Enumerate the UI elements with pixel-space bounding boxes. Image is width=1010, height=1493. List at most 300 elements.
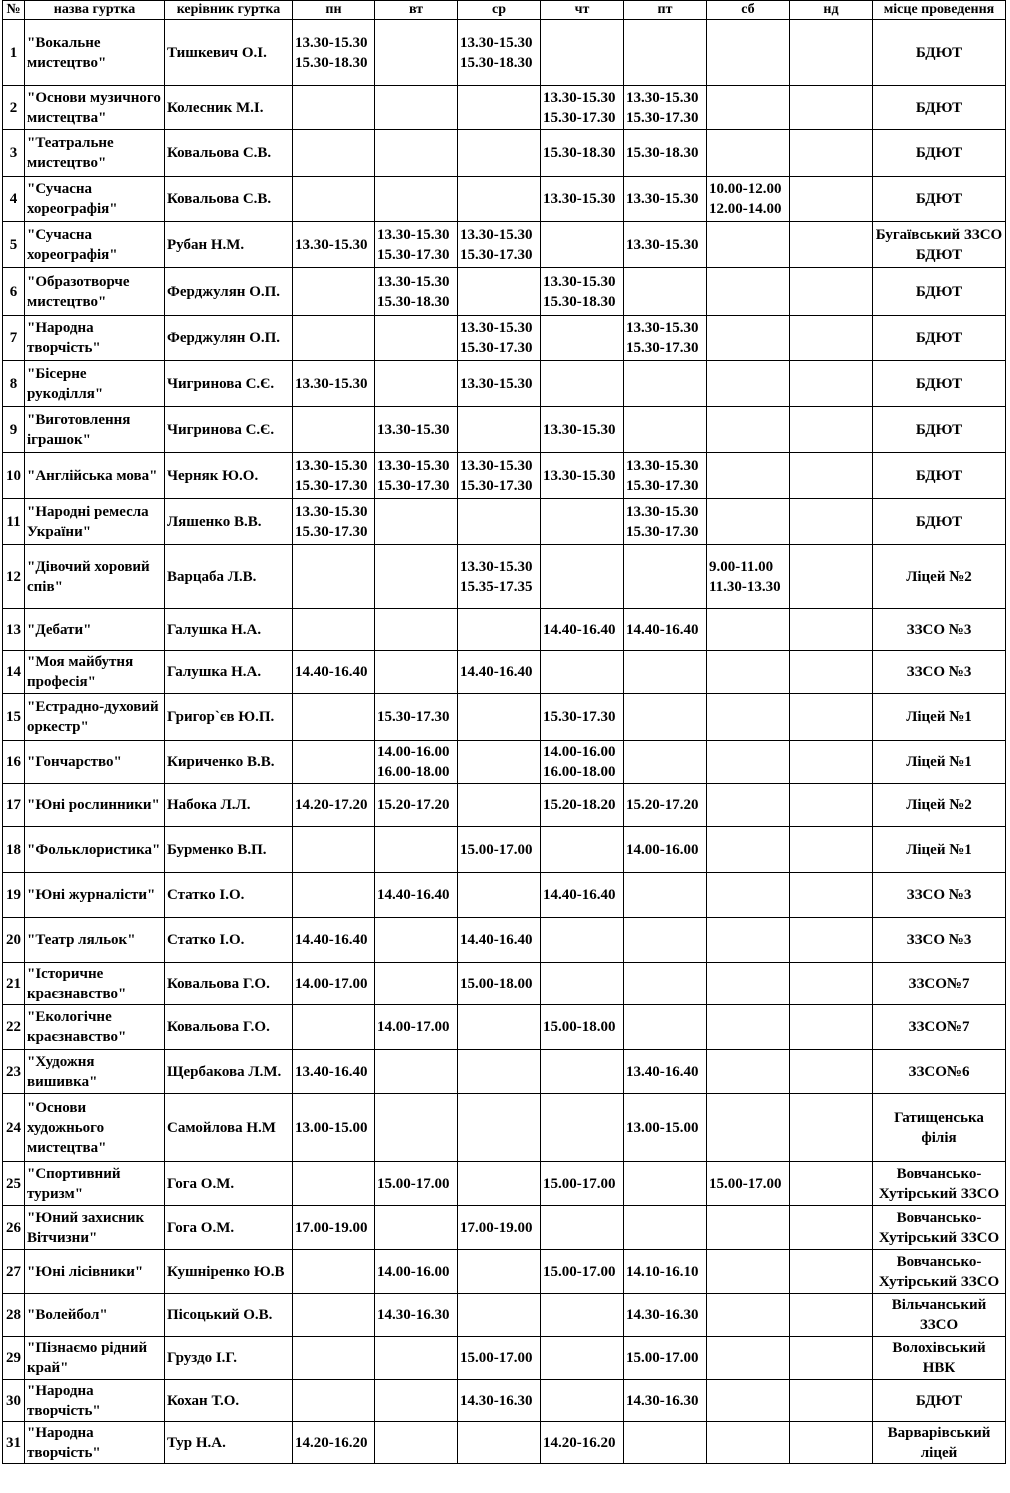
- club-name: "Спортивний туризм": [25, 1162, 165, 1206]
- friday-time: [624, 963, 707, 1005]
- club-name: "Дівочий хоровий спів": [25, 545, 165, 609]
- thursday-time: [541, 918, 624, 963]
- leader-name: Ковальова Г.О.: [165, 963, 293, 1005]
- leader-name: Черняк Ю.О.: [165, 453, 293, 499]
- club-name: "Дебати": [25, 609, 165, 651]
- thursday-time: 13.30-15.30: [541, 407, 624, 453]
- location: БДЮТ: [873, 453, 1006, 499]
- thursday-time: 15.00-18.00: [541, 1005, 624, 1050]
- saturday-time: [707, 1422, 790, 1464]
- monday-time: [293, 177, 375, 222]
- wednesday-time: [458, 407, 541, 453]
- row-number: 13: [3, 609, 25, 651]
- saturday-time: [707, 130, 790, 177]
- saturday-time: [707, 1294, 790, 1337]
- monday-time: 14.00-17.00: [293, 963, 375, 1005]
- location: БДЮТ: [873, 177, 1006, 222]
- location: БДЮТ: [873, 130, 1006, 177]
- friday-time: [624, 1005, 707, 1050]
- monday-time: [293, 1162, 375, 1206]
- tuesday-time: 14.40-16.40: [375, 873, 458, 918]
- thursday-time: 15.20-18.20: [541, 784, 624, 827]
- friday-time: [624, 407, 707, 453]
- sunday-time: [790, 694, 873, 741]
- friday-time: [624, 545, 707, 609]
- row-number: 26: [3, 1206, 25, 1250]
- tuesday-time: [375, 963, 458, 1005]
- leader-name: Колесник М.І.: [165, 86, 293, 130]
- sunday-time: [790, 1337, 873, 1380]
- row-number: 20: [3, 918, 25, 963]
- saturday-time: [707, 1250, 790, 1294]
- sunday-time: [790, 609, 873, 651]
- header-thursday: чт: [541, 1, 624, 20]
- table-row: [3, 651, 1006, 694]
- monday-time: 13.00-15.00: [293, 1094, 375, 1162]
- thursday-time: 15.30-17.30: [541, 694, 624, 741]
- row-number: 27: [3, 1250, 25, 1294]
- monday-time: [293, 1337, 375, 1380]
- location: Волохівський НВК: [873, 1337, 1006, 1380]
- table-row: [3, 453, 1006, 499]
- club-name: "Вокальне мистецтво": [25, 20, 165, 86]
- row-number: 4: [3, 177, 25, 222]
- sunday-time: [790, 827, 873, 873]
- friday-time: 14.30-16.30: [624, 1294, 707, 1337]
- thursday-time: [541, 361, 624, 407]
- location: ЗЗСО№7: [873, 963, 1006, 1005]
- row-number: 23: [3, 1050, 25, 1094]
- tuesday-time: [375, 86, 458, 130]
- location: ЗЗСО №3: [873, 651, 1006, 694]
- table-row: [3, 86, 1006, 130]
- location: Ліцей №2: [873, 545, 1006, 609]
- location: БДЮТ: [873, 1380, 1006, 1422]
- sunday-time: [790, 963, 873, 1005]
- tuesday-time: [375, 1380, 458, 1422]
- thursday-time: [541, 545, 624, 609]
- tuesday-time: [375, 609, 458, 651]
- friday-time: [624, 873, 707, 918]
- table-row: [3, 784, 1006, 827]
- club-name: "Екологічне краєзнавство": [25, 1005, 165, 1050]
- leader-name: Кушніренко Ю.В: [165, 1250, 293, 1294]
- saturday-time: [707, 499, 790, 545]
- thursday-time: [541, 1380, 624, 1422]
- tuesday-time: [375, 651, 458, 694]
- sunday-time: [790, 1094, 873, 1162]
- wednesday-time: [458, 130, 541, 177]
- thursday-time: 15.00-17.00: [541, 1250, 624, 1294]
- header-monday: пн: [293, 1, 375, 20]
- monday-time: 13.30-15.30: [293, 222, 375, 268]
- wednesday-time: [458, 784, 541, 827]
- row-number: 5: [3, 222, 25, 268]
- table-row: [3, 1337, 1006, 1380]
- location: ЗЗСО №3: [873, 873, 1006, 918]
- sunday-time: [790, 1206, 873, 1250]
- friday-time: [624, 1206, 707, 1250]
- table-row: [3, 130, 1006, 177]
- sunday-time: [790, 1250, 873, 1294]
- schedule-table: [2, 0, 1006, 1464]
- table-row: [3, 499, 1006, 545]
- wednesday-time: 17.00-19.00: [458, 1206, 541, 1250]
- sunday-time: [790, 453, 873, 499]
- leader-name: Ферджулян О.П.: [165, 268, 293, 316]
- wednesday-time: [458, 1422, 541, 1464]
- thursday-time: [541, 1050, 624, 1094]
- row-number: 12: [3, 545, 25, 609]
- club-name: "Бісерне рукоділля": [25, 361, 165, 407]
- leader-name: Галушка Н.А.: [165, 651, 293, 694]
- header-number: №: [3, 1, 25, 20]
- club-name: "Сучасна хореографія": [25, 177, 165, 222]
- schedule-body: [3, 20, 1006, 1464]
- saturday-time: [707, 918, 790, 963]
- friday-time: [624, 694, 707, 741]
- club-name: "Народна творчість": [25, 1422, 165, 1464]
- monday-time: 13.30-15.30 15.30-18.30: [293, 20, 375, 86]
- leader-name: Гога О.М.: [165, 1206, 293, 1250]
- saturday-time: [707, 741, 790, 784]
- table-row: [3, 1206, 1006, 1250]
- thursday-time: [541, 499, 624, 545]
- saturday-time: [707, 316, 790, 361]
- wednesday-time: 15.00-17.00: [458, 1337, 541, 1380]
- thursday-time: 14.40-16.40: [541, 873, 624, 918]
- table-row: [3, 316, 1006, 361]
- friday-time: 15.30-18.30: [624, 130, 707, 177]
- friday-time: 14.30-16.30: [624, 1380, 707, 1422]
- row-number: 30: [3, 1380, 25, 1422]
- wednesday-time: [458, 86, 541, 130]
- header-location: місце проведення: [873, 1, 1006, 20]
- wednesday-time: 13.30-15.30 15.35-17.35: [458, 545, 541, 609]
- thursday-time: 13.30-15.30: [541, 453, 624, 499]
- location: ЗЗСО№6: [873, 1050, 1006, 1094]
- leader-name: Статко І.О.: [165, 918, 293, 963]
- thursday-time: 14.00-16.00 16.00-18.00: [541, 741, 624, 784]
- club-name: "Юні рослинники": [25, 784, 165, 827]
- leader-name: Ковальова Г.О.: [165, 1005, 293, 1050]
- leader-name: Чигринова С.Є.: [165, 361, 293, 407]
- club-name: "Моя майбутня професія": [25, 651, 165, 694]
- location: БДЮТ: [873, 407, 1006, 453]
- row-number: 17: [3, 784, 25, 827]
- header-saturday: сб: [707, 1, 790, 20]
- saturday-time: [707, 361, 790, 407]
- wednesday-time: [458, 694, 541, 741]
- row-number: 29: [3, 1337, 25, 1380]
- tuesday-time: 14.30-16.30: [375, 1294, 458, 1337]
- leader-name: Галушка Н.А.: [165, 609, 293, 651]
- club-name: "Гончарство": [25, 741, 165, 784]
- saturday-time: [707, 827, 790, 873]
- table-row: [3, 1380, 1006, 1422]
- sunday-time: [790, 130, 873, 177]
- location: Вовчансько-Хутірський ЗЗСО: [873, 1162, 1006, 1206]
- row-number: 7: [3, 316, 25, 361]
- saturday-time: [707, 20, 790, 86]
- table-row: [3, 361, 1006, 407]
- leader-name: Ковальова С.В.: [165, 177, 293, 222]
- saturday-time: 15.00-17.00: [707, 1162, 790, 1206]
- saturday-time: [707, 1094, 790, 1162]
- monday-time: [293, 130, 375, 177]
- leader-name: Самойлова Н.М: [165, 1094, 293, 1162]
- thursday-time: 13.30-15.30 15.30-17.30: [541, 86, 624, 130]
- monday-time: [293, 407, 375, 453]
- row-number: 24: [3, 1094, 25, 1162]
- tuesday-time: [375, 1422, 458, 1464]
- location: Вовчансько-Хутірський ЗЗСО: [873, 1250, 1006, 1294]
- saturday-time: [707, 453, 790, 499]
- friday-time: 14.40-16.40: [624, 609, 707, 651]
- row-number: 11: [3, 499, 25, 545]
- thursday-time: [541, 222, 624, 268]
- saturday-time: [707, 222, 790, 268]
- sunday-time: [790, 1050, 873, 1094]
- leader-name: Ферджулян О.П.: [165, 316, 293, 361]
- monday-time: [293, 741, 375, 784]
- row-number: 25: [3, 1162, 25, 1206]
- wednesday-time: 15.00-18.00: [458, 963, 541, 1005]
- wednesday-time: 13.30-15.30 15.30-17.30: [458, 222, 541, 268]
- monday-time: 13.40-16.40: [293, 1050, 375, 1094]
- monday-time: [293, 316, 375, 361]
- monday-time: [293, 694, 375, 741]
- club-name: "Історичне краєзнавство": [25, 963, 165, 1005]
- tuesday-time: [375, 1337, 458, 1380]
- friday-time: 13.30-15.30: [624, 222, 707, 268]
- header-sunday: нд: [790, 1, 873, 20]
- location: ЗЗСО №3: [873, 609, 1006, 651]
- monday-time: 14.40-16.40: [293, 651, 375, 694]
- saturday-time: [707, 1005, 790, 1050]
- location: Вільчанський ЗЗСО: [873, 1294, 1006, 1337]
- friday-time: 13.30-15.30 15.30-17.30: [624, 316, 707, 361]
- tuesday-time: 15.20-17.20: [375, 784, 458, 827]
- tuesday-time: [375, 827, 458, 873]
- location: БДЮТ: [873, 20, 1006, 86]
- location: ЗЗСО №3: [873, 918, 1006, 963]
- leader-name: Григор`єв Ю.П.: [165, 694, 293, 741]
- friday-time: 15.20-17.20: [624, 784, 707, 827]
- club-name: "Сучасна хореографія": [25, 222, 165, 268]
- saturday-time: [707, 609, 790, 651]
- club-name: "Юні лісівники": [25, 1250, 165, 1294]
- table-row: [3, 407, 1006, 453]
- thursday-time: [541, 1094, 624, 1162]
- table-row: [3, 1162, 1006, 1206]
- table-row: [3, 222, 1006, 268]
- location: Бугаївський ЗЗСО БДЮТ: [873, 222, 1006, 268]
- location: БДЮТ: [873, 86, 1006, 130]
- friday-time: 15.00-17.00: [624, 1337, 707, 1380]
- sunday-time: [790, 1294, 873, 1337]
- thursday-time: 14.20-16.20: [541, 1422, 624, 1464]
- monday-time: [293, 873, 375, 918]
- monday-time: [293, 1380, 375, 1422]
- row-number: 3: [3, 130, 25, 177]
- sunday-time: [790, 741, 873, 784]
- location: БДЮТ: [873, 268, 1006, 316]
- table-row: [3, 1050, 1006, 1094]
- sunday-time: [790, 499, 873, 545]
- thursday-time: 15.30-18.30: [541, 130, 624, 177]
- wednesday-time: [458, 1005, 541, 1050]
- wednesday-time: 14.40-16.40: [458, 918, 541, 963]
- friday-time: 13.30-15.30 15.30-17.30: [624, 453, 707, 499]
- club-name: "Основи художнього мистецтва": [25, 1094, 165, 1162]
- saturday-time: 10.00-12.00 12.00-14.00: [707, 177, 790, 222]
- monday-time: [293, 1250, 375, 1294]
- leader-name: Статко І.О.: [165, 873, 293, 918]
- table-row: [3, 741, 1006, 784]
- club-name: "Художня вишивка": [25, 1050, 165, 1094]
- tuesday-time: [375, 1050, 458, 1094]
- header-tuesday: вт: [375, 1, 458, 20]
- monday-time: [293, 1005, 375, 1050]
- row-number: 31: [3, 1422, 25, 1464]
- wednesday-time: 13.30-15.30 15.30-18.30: [458, 20, 541, 86]
- tuesday-time: 13.30-15.30 15.30-17.30: [375, 453, 458, 499]
- club-name: "Естрадно-духовий оркестр": [25, 694, 165, 741]
- leader-name: Рубан Н.М.: [165, 222, 293, 268]
- monday-time: 13.30-15.30 15.30-17.30: [293, 453, 375, 499]
- table-row: [3, 1294, 1006, 1337]
- wednesday-time: [458, 1250, 541, 1294]
- thursday-time: 15.00-17.00: [541, 1162, 624, 1206]
- row-number: 14: [3, 651, 25, 694]
- leader-name: Бурменко В.П.: [165, 827, 293, 873]
- club-name: "Народна творчість": [25, 1380, 165, 1422]
- tuesday-time: 14.00-16.00: [375, 1250, 458, 1294]
- row-number: 19: [3, 873, 25, 918]
- saturday-time: [707, 1380, 790, 1422]
- friday-time: 14.10-16.10: [624, 1250, 707, 1294]
- location: Варварівський ліцей: [873, 1422, 1006, 1464]
- row-number: 28: [3, 1294, 25, 1337]
- monday-time: 14.20-17.20: [293, 784, 375, 827]
- leader-name: Ляшенко В.В.: [165, 499, 293, 545]
- sunday-time: [790, 545, 873, 609]
- row-number: 21: [3, 963, 25, 1005]
- club-name: "Пізнаємо рідний край": [25, 1337, 165, 1380]
- leader-name: Щербакова Л.М.: [165, 1050, 293, 1094]
- tuesday-time: [375, 130, 458, 177]
- tuesday-time: [375, 177, 458, 222]
- thursday-time: [541, 1294, 624, 1337]
- row-number: 1: [3, 20, 25, 86]
- friday-time: [624, 1422, 707, 1464]
- tuesday-time: [375, 316, 458, 361]
- row-number: 10: [3, 453, 25, 499]
- wednesday-time: [458, 741, 541, 784]
- sunday-time: [790, 651, 873, 694]
- saturday-time: [707, 963, 790, 1005]
- friday-time: 13.00-15.00: [624, 1094, 707, 1162]
- row-number: 18: [3, 827, 25, 873]
- wednesday-time: [458, 1162, 541, 1206]
- sunday-time: [790, 1005, 873, 1050]
- leader-name: Тишкевич О.І.: [165, 20, 293, 86]
- wednesday-time: 13.30-15.30: [458, 361, 541, 407]
- tuesday-time: 13.30-15.30 15.30-18.30: [375, 268, 458, 316]
- table-row: [3, 1094, 1006, 1162]
- sunday-time: [790, 20, 873, 86]
- monday-time: [293, 268, 375, 316]
- wednesday-time: 14.40-16.40: [458, 651, 541, 694]
- saturday-time: [707, 1050, 790, 1094]
- wednesday-time: 13.30-15.30 15.30-17.30: [458, 316, 541, 361]
- row-number: 22: [3, 1005, 25, 1050]
- friday-time: [624, 268, 707, 316]
- table-row: [3, 20, 1006, 86]
- club-name: "Народна творчість": [25, 316, 165, 361]
- leader-name: Варцаба Л.В.: [165, 545, 293, 609]
- monday-time: [293, 545, 375, 609]
- thursday-time: [541, 1337, 624, 1380]
- sunday-time: [790, 86, 873, 130]
- wednesday-time: [458, 177, 541, 222]
- leader-name: Кириченко В.В.: [165, 741, 293, 784]
- row-number: 16: [3, 741, 25, 784]
- sunday-time: [790, 316, 873, 361]
- location: Ліцей №1: [873, 694, 1006, 741]
- wednesday-time: [458, 268, 541, 316]
- tuesday-time: [375, 1094, 458, 1162]
- leader-name: Тур Н.А.: [165, 1422, 293, 1464]
- leader-name: Гога О.М.: [165, 1162, 293, 1206]
- friday-time: 14.00-16.00: [624, 827, 707, 873]
- saturday-time: [707, 694, 790, 741]
- sunday-time: [790, 1422, 873, 1464]
- wednesday-time: [458, 499, 541, 545]
- location: БДЮТ: [873, 316, 1006, 361]
- table-row: [3, 918, 1006, 963]
- monday-time: 14.40-16.40: [293, 918, 375, 963]
- leader-name: Пісоцький О.В.: [165, 1294, 293, 1337]
- location: Вовчансько-Хутірський ЗЗСО: [873, 1206, 1006, 1250]
- wednesday-time: [458, 1294, 541, 1337]
- table-row: [3, 268, 1006, 316]
- sunday-time: [790, 784, 873, 827]
- wednesday-time: 15.00-17.00: [458, 827, 541, 873]
- wednesday-time: [458, 1094, 541, 1162]
- sunday-time: [790, 268, 873, 316]
- thursday-time: 13.30-15.30 15.30-18.30: [541, 268, 624, 316]
- wednesday-time: 14.30-16.30: [458, 1380, 541, 1422]
- thursday-time: 13.30-15.30: [541, 177, 624, 222]
- location: ЗЗСО№7: [873, 1005, 1006, 1050]
- row-number: 2: [3, 86, 25, 130]
- location: БДЮТ: [873, 361, 1006, 407]
- monday-time: 14.20-16.20: [293, 1422, 375, 1464]
- header-club-name: назва гуртка: [25, 1, 165, 20]
- monday-time: [293, 1294, 375, 1337]
- header-wednesday: ср: [458, 1, 541, 20]
- leader-name: Кохан Т.О.: [165, 1380, 293, 1422]
- thursday-time: [541, 827, 624, 873]
- tuesday-time: 14.00-16.00 16.00-18.00: [375, 741, 458, 784]
- saturday-time: [707, 86, 790, 130]
- tuesday-time: 15.00-17.00: [375, 1162, 458, 1206]
- tuesday-time: [375, 1206, 458, 1250]
- thursday-time: [541, 20, 624, 86]
- friday-time: [624, 651, 707, 694]
